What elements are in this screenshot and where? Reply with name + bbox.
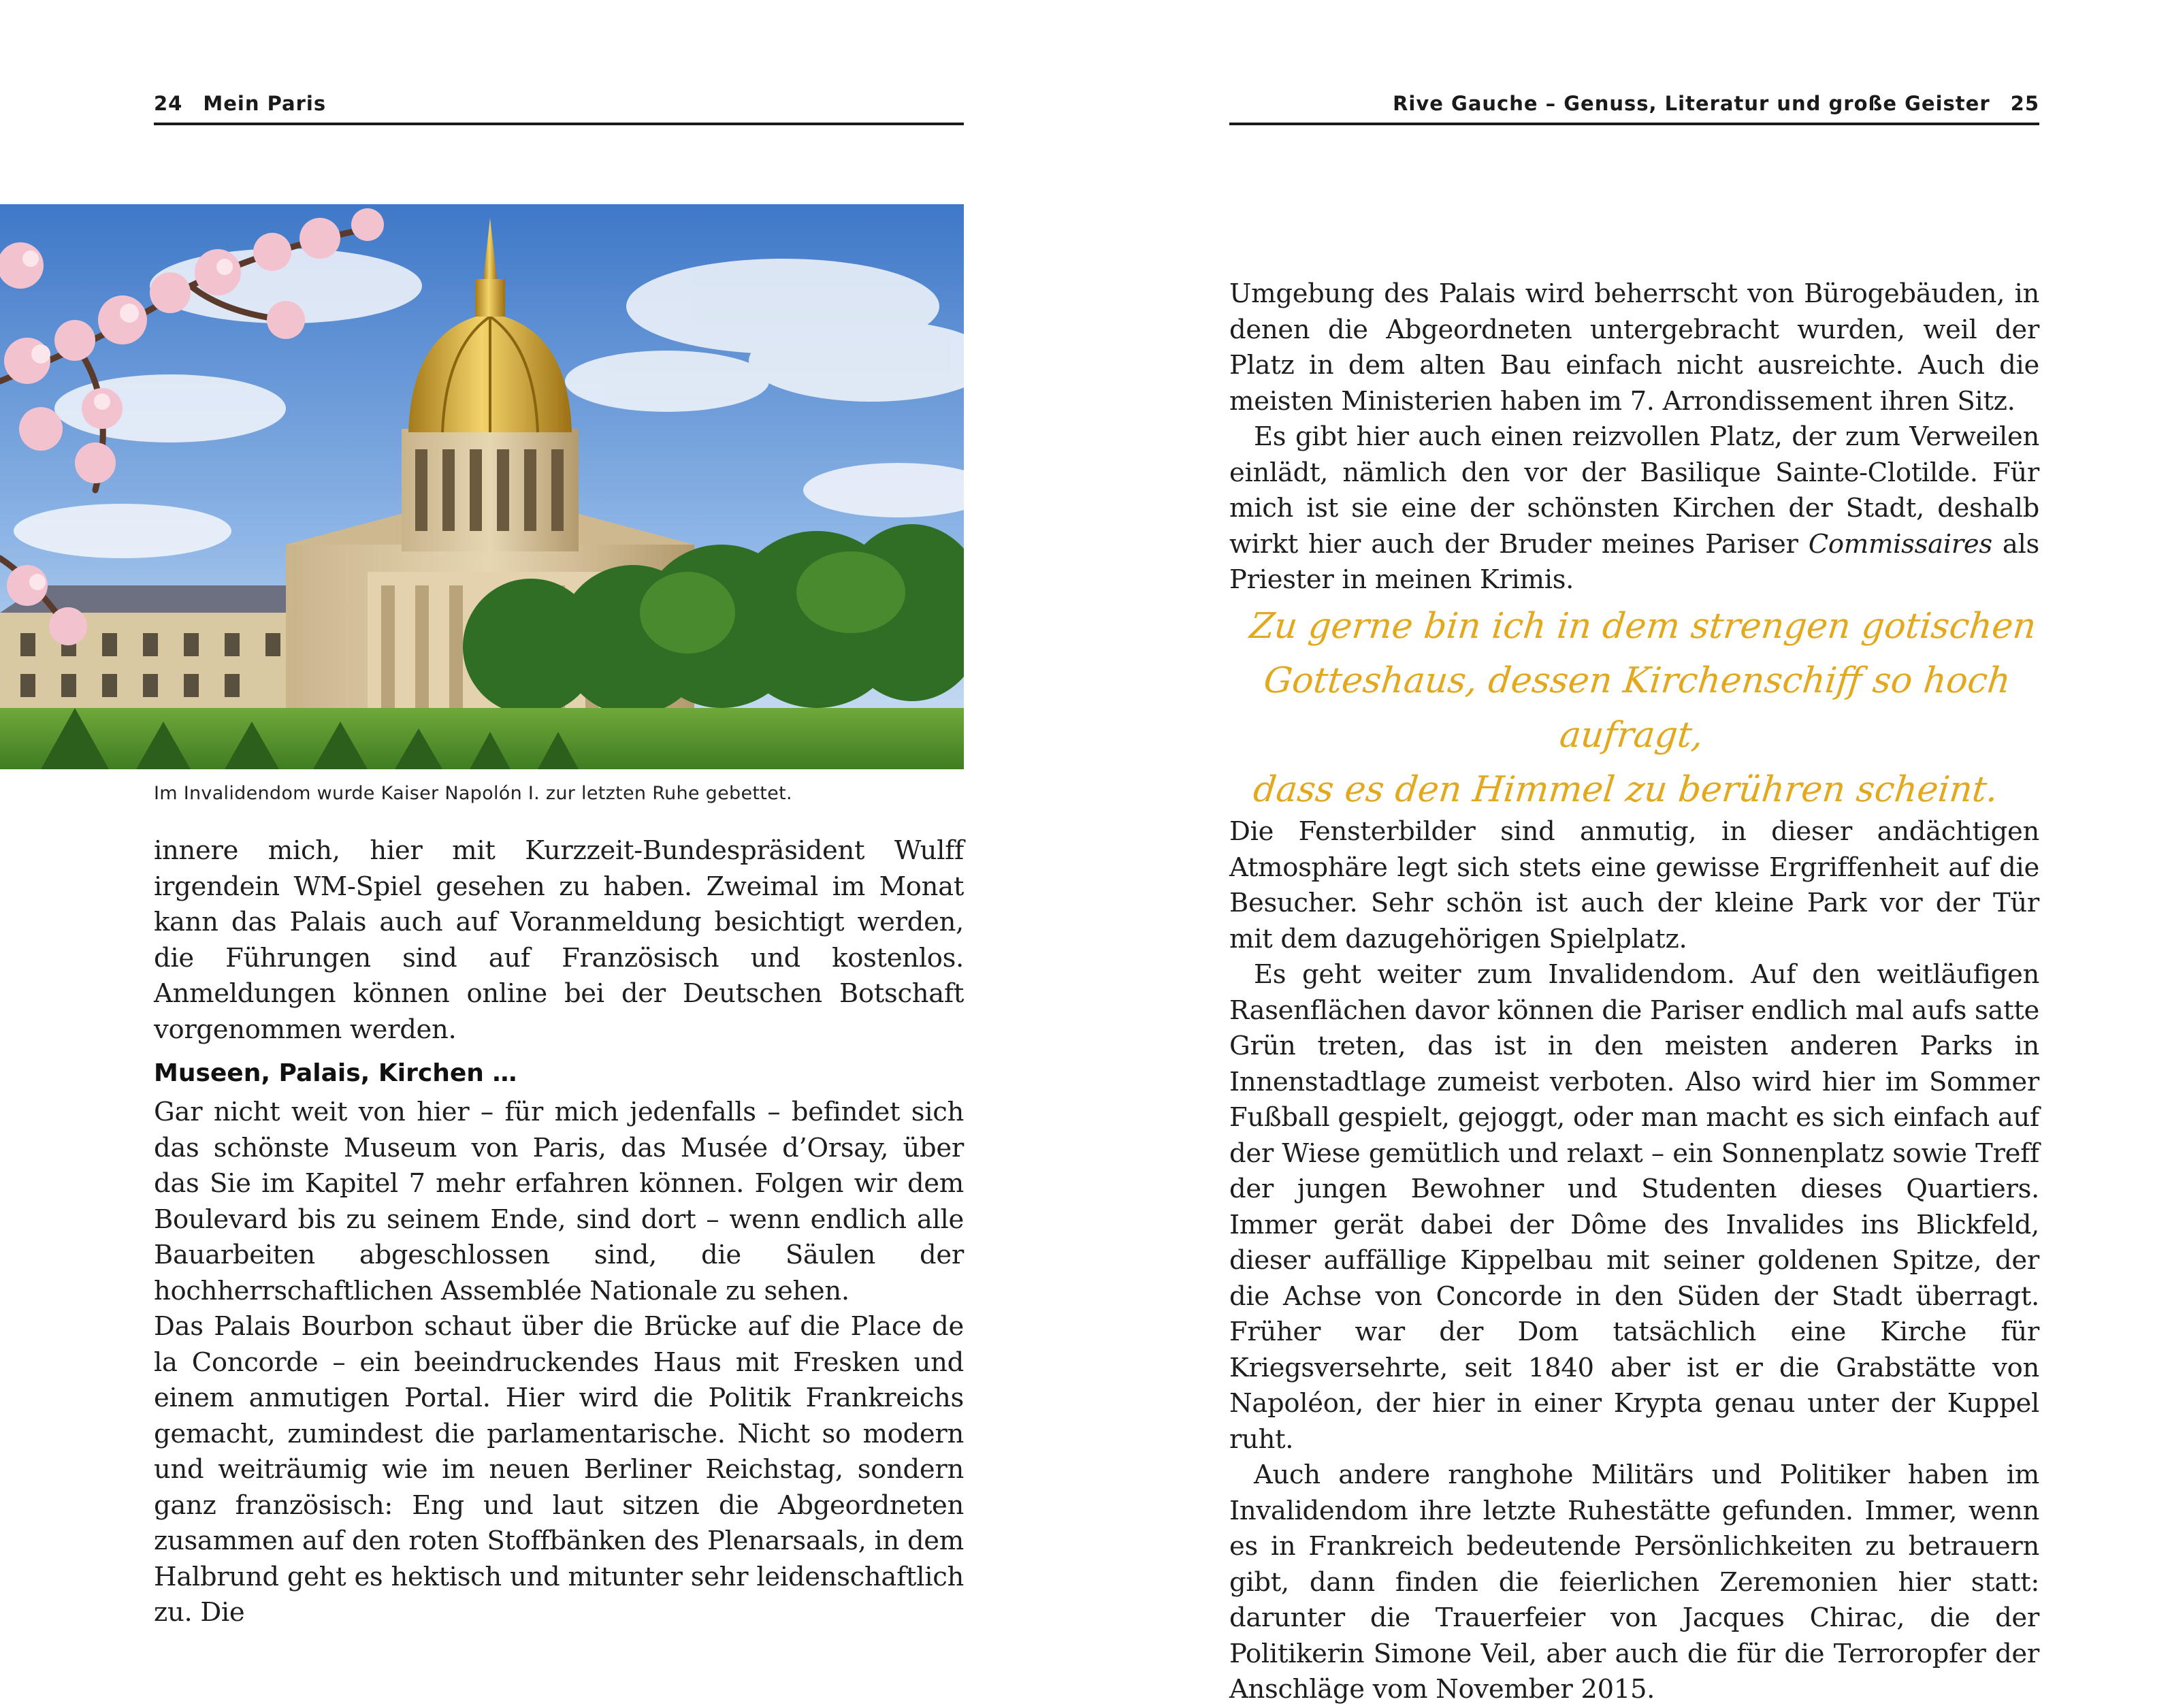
left-paragraph-2: Gar nicht weit von hier – für mich jedenfalls – befindet sich das schönste Museum von Paris, das Musée d’Orsay, über das Sie im Kapitel 7 mehr erfahren können. Folgen wir dem Boulevard bis zu seinem Ende, sind dort – wenn endlich alle Bauarbeiten abgeschlossen sind, die Säulen der hochherrschaftlichen Assemblée Nationale zu sehen. [154,1097,964,1306]
quote-line-1: Zu gerne bin ich in dem strengen gotischen [1248,606,2039,647]
pull-quote [1218,599,2051,817]
left-page-number: 24 [154,92,183,115]
right-paragraph-5: Auch andere ranghohe Militärs und Politiker haben im Invalidendom ihre letzte Ruhestätte gefunden. Immer, wenn es in Frankreich bedeutende Persönlichkeiten zu betrauern gibt, dann finden die feierlichen Zeremonien hier statt: darunter die Trauerfeier von Jacques Chirac, die der Politikerin Simone Veil, aber auch die für die Terroropfer der Anschläge vom November 2015. [1229,1460,2039,1705]
right-paragraph-2-after: als Priester in meinen Krimis. [1229,528,2039,595]
quote-line-3: dass es den Himmel zu berühren scheint. [1251,769,2001,810]
right-paragraph-2-before: Es gibt hier auch einen reizvollen Platz, der zum Verweilen einlädt, nämlich den vor der Basilique Sainte-Clotilde. Für mich ist sie eine der schönsten Kirchen der Stadt, deshalb wirkt hier auch der Bruder meines Pariser [1229,421,2039,560]
left-page [0,0,1085,1688]
left-paragraph-1: innere mich, hier mit Kurzzeit-Bundespräsident Wulff irgendein WM-Spiel gesehen zu haben. Zweimal im Monat kann das Palais auch auf Voranmeldung besichtigt werden, die Führungen sind auf Französisch und kostenlos. Anmeldungen können online bei der Deutschen Botschaft vorgenommen werden. [154,835,964,1045]
left-paragraph-2-block [154,1095,964,1631]
right-running-title: Rive Gauche – Genuss, Literatur und große Geister [1393,92,1990,115]
right-page-number: 25 [2010,92,2039,115]
left-running-head [154,84,964,125]
right-paragraph-1: Umgebung des Palais wird beherrscht von Bürogebäuden, in denen die Abgeordneten untergebracht wurden, weil der Platz in dem alten Bau einfach nicht ausreichte. Auch die meisten Ministerien haben im 7. Arrondissement ihren Sitz. [1229,278,2039,417]
left-running-title: Mein Paris [203,92,327,115]
section-heading: Museen, Palais, Kirchen … [154,1059,517,1087]
left-paragraph-1-block [154,833,964,1048]
right-top-text-block [1229,276,2039,598]
right-bottom-text-block [1229,814,2039,1708]
right-paragraph-3: Die Fensterbilder sind anmutig, in dieser andächtigen Atmosphäre legt sich stets eine gewisse Ergriffenheit auf die Besucher. Sehr schön ist auch der kleine Park vor der Tür mit dem dazugehörigen Spielplatz. [1229,816,2039,954]
right-paragraph-2-italic: Commissaires [1808,528,1992,560]
right-paragraph-4: Es geht weiter zum Invalidendom. Auf den weitläufigen Rasenflächen davor können die Pariser endlich mal aufs satte Grün treten, das ist in den meisten anderen Parks in Innenstadtlage zumeist verboten. Also wird hier im Sommer Fußball gespielt, gejoggt, oder man macht es sich einfach auf der Wiese gemütlich und relaxt – ein Sonnenplatz sowie Treff der jungen Bewohner und Studenten dieses Quartiers. Immer gerät dabei der Dôme des Invalides ins Blickfeld, dieser auffällige Kippelbau mit seiner goldenen Spitze, der die Achse von Concorde in den Süden der Stadt überragt. Früher war der Dom tatsächlich eine Kirche für Kriegsversehrte, seit 1840 aber ist er die Grabstätte von Napoléon, der hier in einer Krypta genau unter der Kuppel ruht. [1229,959,2039,1455]
right-running-head [1229,84,2039,125]
invalidendom-photo [0,204,964,769]
right-page [1085,0,2170,1705]
photo-caption: Im Invalidendom wurde Kaiser Napolón I. zur letzten Ruhe gebettet. [154,783,792,804]
left-paragraph-3: Das Palais Bourbon schaut über die Brücke auf die Place de la Concorde – ein beeindruckendes Haus mit Fresken und einem anmutigen Portal. Hier wird die Politik Frankreichs gemacht, zumindest die parlamentarische. Nicht so modern und weiträumig wie im neuen Berliner Reichstag, sondern ganz französisch: Eng und laut sitzen die Abgeordneten zusammen auf den roten Stoffbänken des Plenarsaals, in dem Halbrund geht es hektisch und mitunter sehr leidenschaftlich zu. Die [154,1311,964,1628]
quote-line-2: Gotteshaus, dessen Kirchenschiff so hoch aufragt, [1261,660,2013,756]
right-paragraph-2 [1229,419,2039,598]
